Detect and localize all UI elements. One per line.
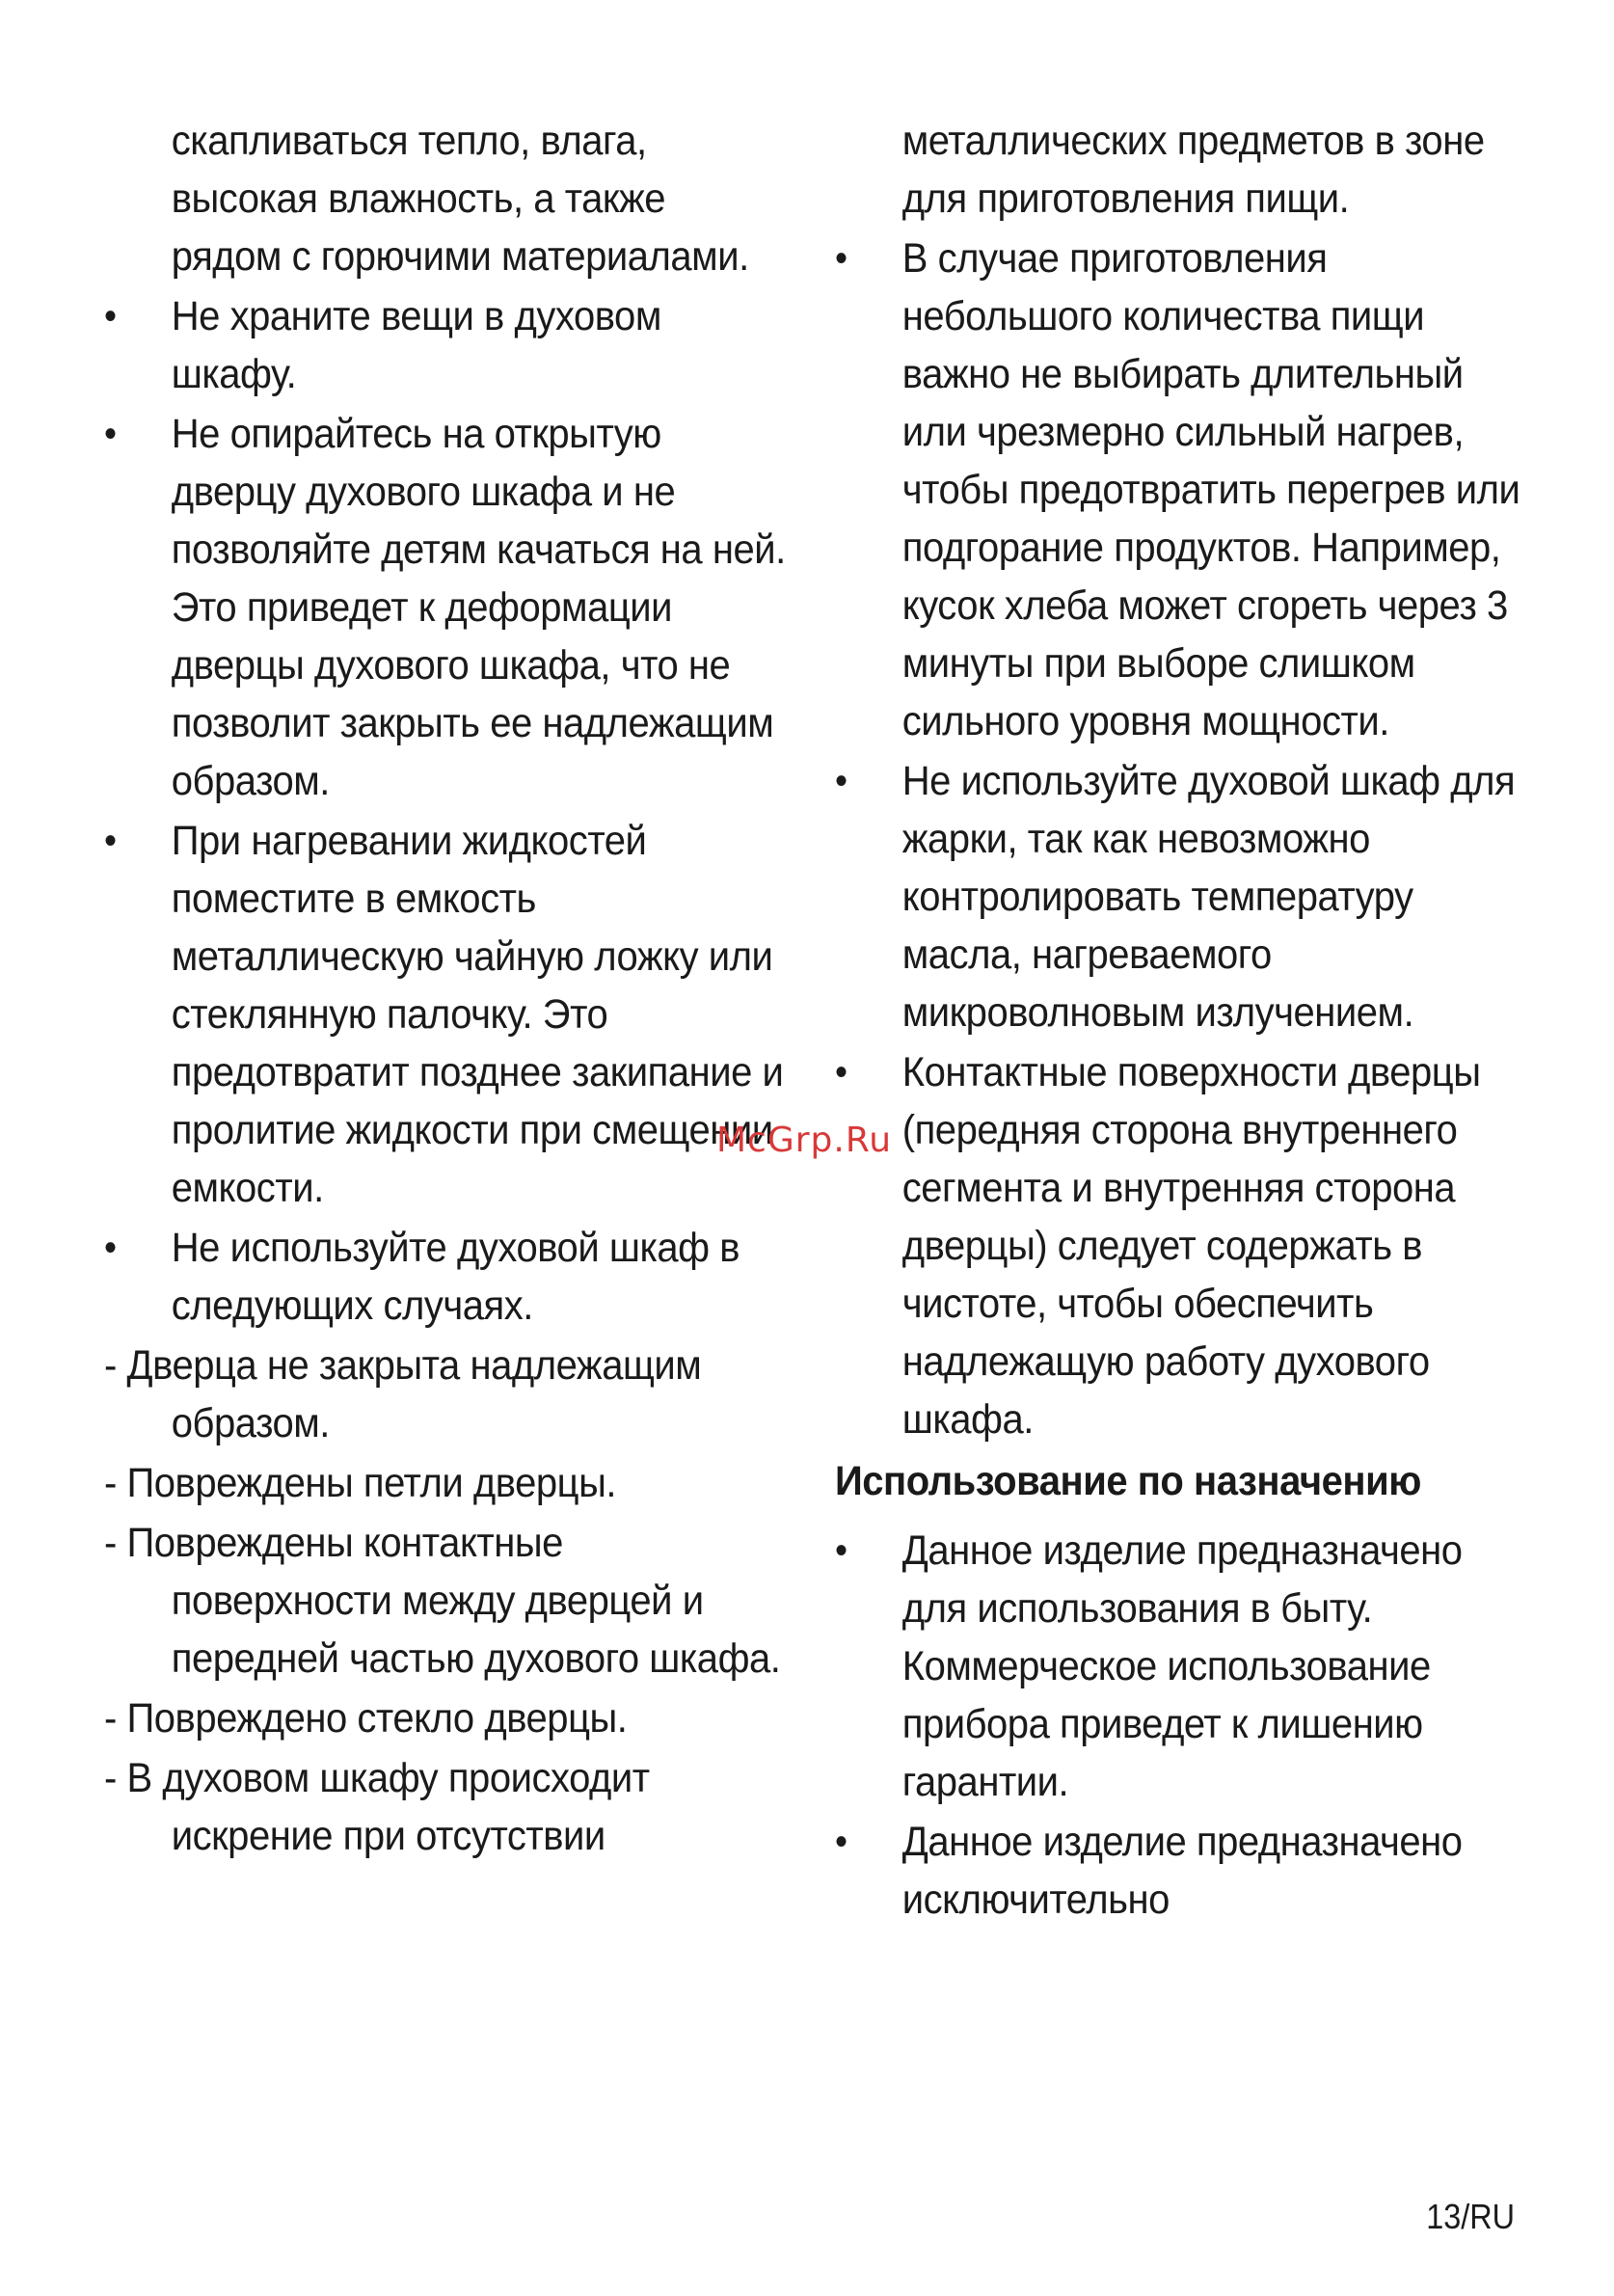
dash-item-continuation: искрение при отсутствии bbox=[171, 1813, 605, 1859]
dash-item bbox=[104, 1337, 786, 1452]
watermark-text: McGrp.Ru bbox=[716, 1121, 893, 1160]
bullet-item: • Не используйте духовой шкаф в следующих случаях. bbox=[104, 1219, 786, 1335]
dash-item-first-line: - Повреждены петли дверцы. bbox=[104, 1460, 617, 1506]
bullet-item: • Не опирайтесь на открытую дверцу духового шкафа и не позволяйте детям качаться на ней. Это приведет к деформации дверцы духового шкафа, что не позволит закрыть ее надлежащим образом. bbox=[104, 405, 786, 810]
dash-item bbox=[104, 1454, 786, 1512]
dash-item-continuation: поверхности между дверцей и передней частью духового шкафа. bbox=[171, 1578, 781, 1682]
dash-item-first-line: - Повреждено стекло дверцы. bbox=[104, 1695, 628, 1742]
continued-paragraph: металлических предметов в зоне для приготовления пищи. bbox=[901, 118, 1485, 222]
bullet-item: • При нагревании жидкостей поместите в емкость металлическую чайную ложку или стеклянную палочку. Это предотвратит позднее закипание и пролитие жидкости при смещении емкости. bbox=[104, 812, 786, 1217]
section-heading: Использование по назначению bbox=[835, 1458, 1421, 1504]
dash-item bbox=[104, 1689, 786, 1747]
bullet-item: • Не используйте духовой шкаф для жарки, так как невозможно контролировать температуру масла, нагреваемого микроволновым излучением. bbox=[835, 752, 1534, 1041]
bullet-item: • Не храните вещи в духовом шкафу. bbox=[104, 287, 786, 403]
dash-item bbox=[104, 1749, 786, 1865]
page-number: 13/RU bbox=[1426, 2197, 1515, 2236]
bullet-item: • Контактные поверхности дверцы (передняя сторона внутреннего сегмента и внутренняя сторона дверцы) следует содержать в чистоте, чтобы обеспечить надлежащую работу духового шкафа. bbox=[835, 1043, 1534, 1448]
left-column bbox=[104, 112, 786, 1867]
dash-item-continuation: образом. bbox=[171, 1400, 330, 1446]
dash-item-first-line: - В духовом шкафу происходит bbox=[104, 1755, 650, 1801]
bullet-item: • Данное изделие предназначено для использования в быту. Коммерческое использование прибора приведет к лишению гарантии. bbox=[835, 1522, 1534, 1811]
dash-item-first-line: - Повреждены контактные bbox=[104, 1520, 563, 1566]
dash-item-first-line: - Дверца не закрыта надлежащим bbox=[104, 1342, 702, 1389]
right-column bbox=[835, 112, 1534, 1931]
bullet-item: • Данное изделие предназначено исключительно bbox=[835, 1813, 1534, 1929]
bullet-item: • В случае приготовления небольшого количества пищи важно не выбирать длительный или чрезмерно сильный нагрев, чтобы предотвратить перегрев или подгорание продуктов. Например, кусок хлеба может сгореть через 3 минуты при выборе слишком сильного уровня мощности. bbox=[835, 230, 1534, 750]
continued-paragraph: скапливаться тепло, влага, высокая влажность, а также рядом с горючими материалами. bbox=[171, 118, 749, 280]
dash-item bbox=[104, 1514, 786, 1688]
